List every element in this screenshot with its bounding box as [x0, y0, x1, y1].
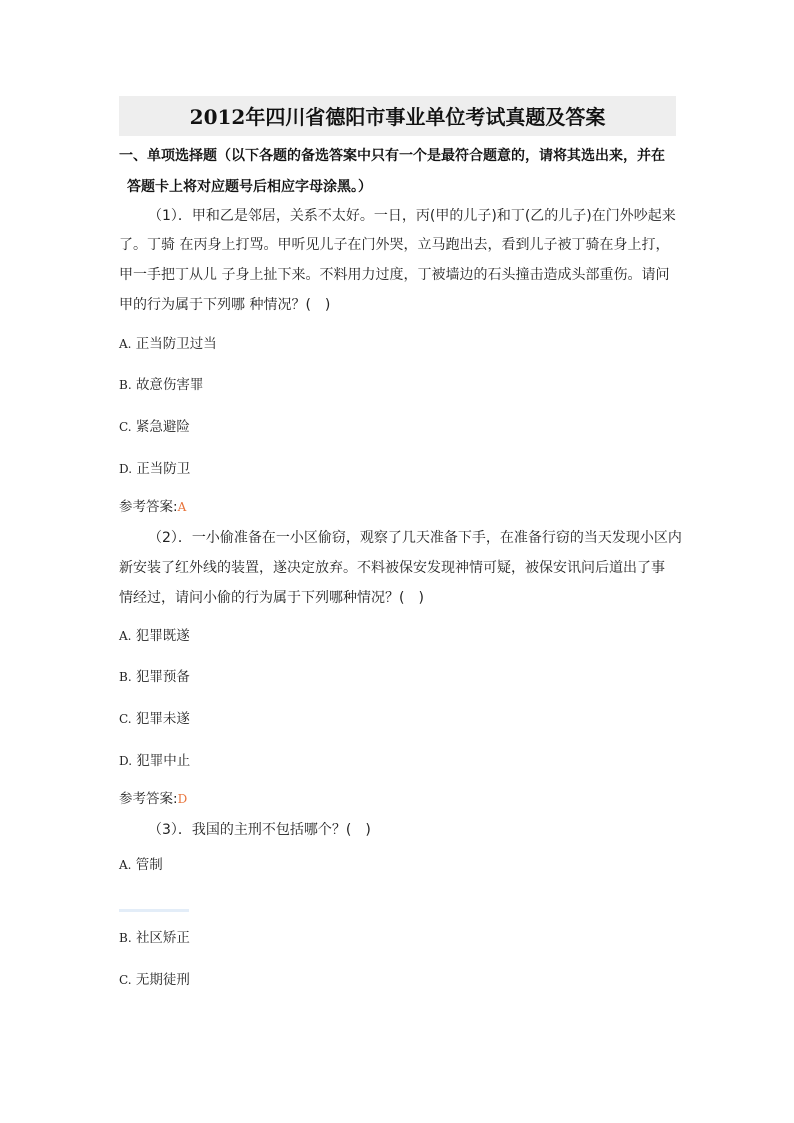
question-2-answer: 参考答案:D — [119, 791, 188, 807]
question-2-text: 新安装了红外线的装置，遂决定放弃。不料被保安发现神情可疑，被保安讯问后道出了事 — [119, 560, 665, 576]
page-title: 2012年四川省德阳市事业单位考试真题及答案 — [189, 105, 606, 129]
question-3-text: （3）．我国的主刑不包括哪个？( ) — [148, 822, 371, 838]
question-1-option-d: D. 正当防卫 — [119, 461, 191, 477]
question-1-option-c: C. 紧急避险 — [119, 419, 190, 435]
question-2-text: （2）．一小偷准备在一小区偷窃，观察了几天准备下手，在准备行窃的当天发现小区内 — [148, 530, 682, 546]
question-2-text: 情经过，请问小偷的行为属于下列哪种情况？( ) — [119, 590, 424, 606]
question-1-text: 了。丁骑 在丙身上打骂。甲听见儿子在门外哭，立马跑出去，看到儿子被丁骑在身上打， — [119, 237, 670, 253]
question-1-option-b: B. 故意伤害罪 — [119, 377, 204, 393]
section-heading-continued: 答题卡上将对应题号后相应字母涂黑。） — [127, 179, 372, 195]
question-2-option-d: D. 犯罪中止 — [119, 753, 191, 769]
question-3-option-b: B. 社区矫正 — [119, 930, 190, 946]
question-1-text: 甲的行为属于下列哪 种情况？( ) — [119, 297, 331, 313]
faint-watermark — [119, 897, 199, 911]
question-1-option-a: A. 正当防卫过当 — [119, 336, 217, 352]
question-1-text: 甲一手把丁从儿 子身上扯下来。不料用力过度，丁被墙边的石头撞击造成头部重伤。请问 — [119, 267, 670, 283]
question-3-option-a: A. 管制 — [119, 857, 163, 873]
section-heading: 一、单项选择题（以下各题的备选答案中只有一个是最符合题意的，请将其选出来，并在 — [119, 148, 665, 164]
question-3-option-c: C. 无期徒刑 — [119, 972, 190, 988]
question-2-option-c: C. 犯罪未遂 — [119, 711, 190, 727]
question-2-option-a: A. 犯罪既遂 — [119, 628, 190, 644]
question-1-text: （1）．甲和乙是邻居，关系不太好。一日，丙(甲的儿子)和丁(乙的儿子)在门外吵起来 — [148, 208, 676, 224]
question-1-answer: 参考答案:A — [119, 499, 187, 515]
question-2-option-b: B. 犯罪预备 — [119, 669, 190, 685]
